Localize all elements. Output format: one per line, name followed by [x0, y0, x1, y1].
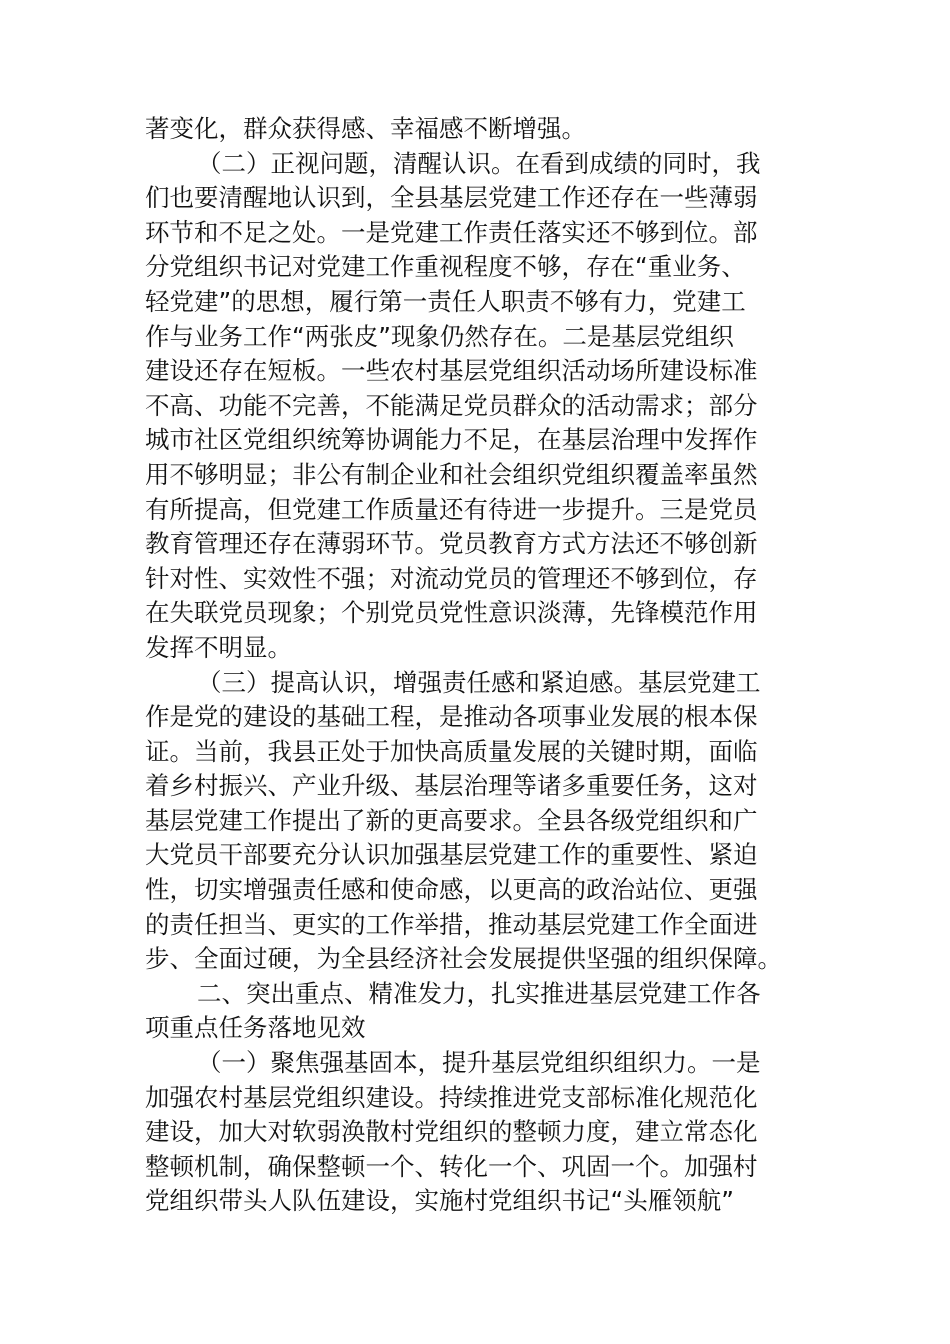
text-line: 用不够明显；非公有制企业和社会组织党组织覆盖率虽然: [145, 459, 758, 489]
text-line: 著变化，群众获得感、幸福感不断增强。: [145, 114, 586, 143]
text-line: 们也要清醒地认识到，全县基层党建工作还存在一些薄弱: [145, 183, 758, 213]
text-line: 教育管理还存在薄弱环节。党员教育方式方法还不够创新: [145, 529, 758, 559]
text-line: 证。当前，我县正处于加快高质量发展的关键时期，面临: [145, 736, 758, 766]
text-line: 作与业务工作“两张皮”现象仍然存在。二是基层党组织: [145, 321, 734, 351]
text-line: （三）提高认识，增强责任感和紧迫感。基层党建工: [197, 667, 761, 697]
text-line: 性，切实增强责任感和使命感，以更高的政治站位、更强: [145, 875, 758, 905]
text-line: （一）聚焦强基固本，提升基层党组织组织力。一是: [197, 1048, 761, 1078]
text-line: 党组织带头人队伍建设，实施村党组织书记“头雁领航”: [145, 1186, 734, 1216]
text-line: 轻党建”的思想，履行第一责任人职责不够有力，党建工: [145, 286, 746, 316]
text-line: 建设还存在短板。一些农村基层党组织活动场所建设标准: [145, 356, 758, 386]
text-line: 项重点任务落地见效: [145, 1013, 366, 1043]
text-line: 分党组织书记对党建工作重视程度不够，存在“重业务、: [145, 252, 746, 282]
text-line: 在失联党员现象；个别党员党性意识淡薄，先锋模范作用: [145, 598, 758, 628]
text-line: 二、突出重点、精准发力，扎实推进基层党建工作各: [197, 978, 761, 1008]
text-line: 着乡村振兴、产业升级、基层治理等诸多重要任务，这对: [145, 771, 758, 801]
text-line: 的责任担当、更实的工作举措，推动基层党建工作全面进: [145, 909, 758, 939]
text-line: 步、全面过硬，为全县经济社会发展提供坚强的组织保障。: [145, 944, 782, 974]
text-line: 整顿机制，确保整顿一个、转化一个、巩固一个。加强村: [145, 1151, 758, 1181]
text-line: 有所提高，但党建工作质量还有待进一步提升。三是党员: [145, 494, 758, 524]
text-line: 建设，加大对软弱涣散村党组织的整顿力度，建立常态化: [145, 1117, 758, 1147]
text-line: 基层党建工作提出了新的更高要求。全县各级党组织和广: [145, 805, 758, 835]
text-line: 大党员干部要充分认识加强基层党建工作的重要性、紧迫: [145, 840, 758, 870]
text-line: 作是党的建设的基础工程，是推动各项事业发展的根本保: [145, 702, 758, 732]
text-line: （二）正视问题，清醒认识。在看到成绩的同时，我: [197, 148, 761, 178]
text-line: 不高、功能不完善，不能满足党员群众的活动需求；部分: [145, 390, 758, 420]
text-line: 环节和不足之处。一是党建工作责任落实还不够到位。部: [145, 217, 758, 247]
document-body: [145, 112, 810, 1219]
text-line: 发挥不明显。: [145, 632, 292, 662]
text-line: 城市社区党组织统筹协调能力不足，在基层治理中发挥作: [145, 425, 758, 455]
text-line: 加强农村基层党组织建设。持续推进党支部标准化规范化: [145, 1082, 758, 1112]
text-line: 针对性、实效性不强；对流动党员的管理还不够到位，存: [145, 563, 758, 593]
